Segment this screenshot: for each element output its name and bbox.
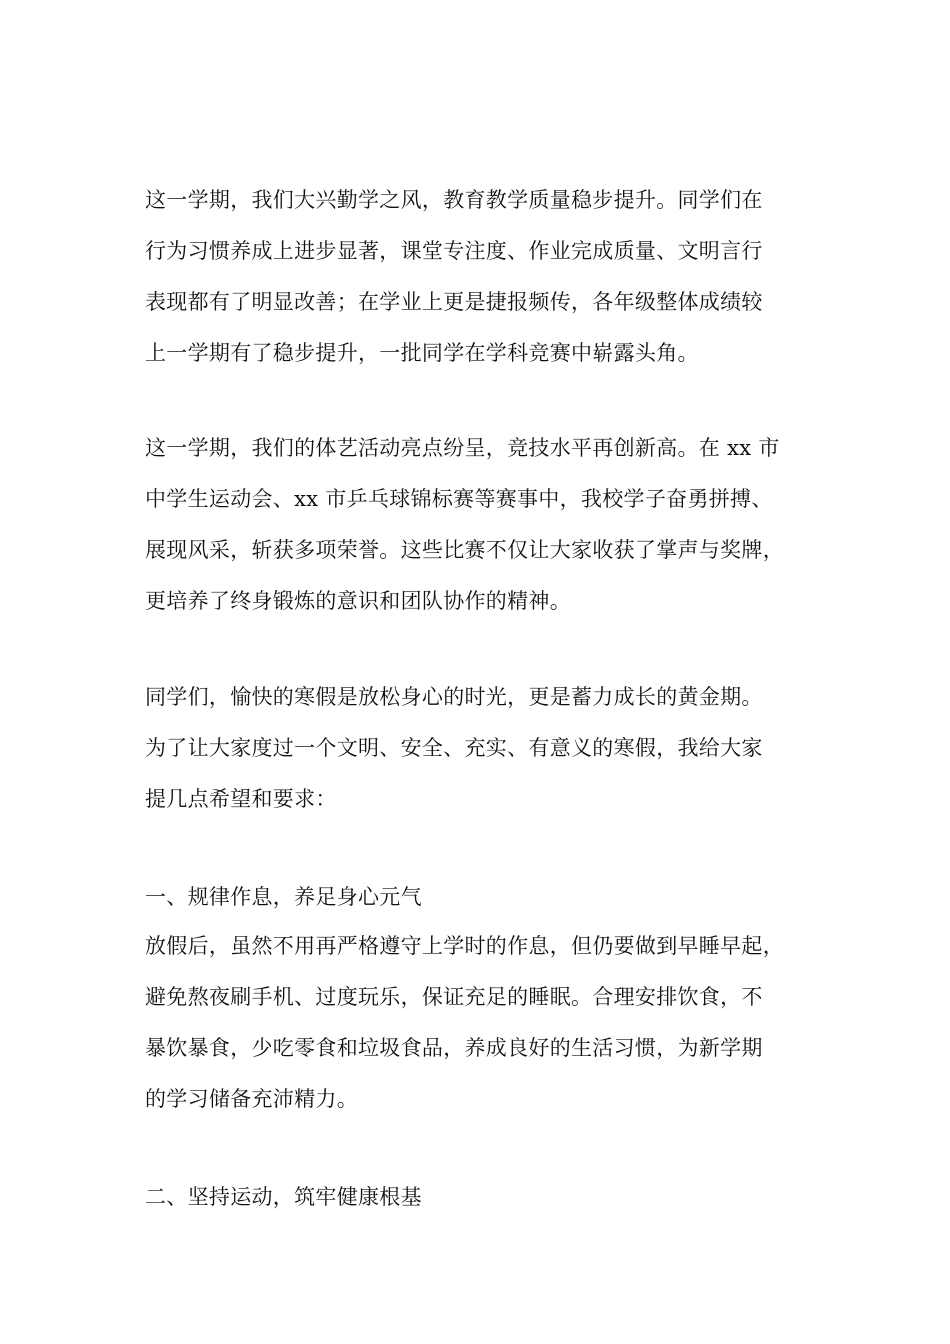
paragraph-2-line-2: 中学生运动会、xx 市乒乓球锦标赛等赛事中，我校学子奋勇拼搏、 — [145, 487, 773, 511]
paragraph-3-line-3: 提几点希望和要求： — [145, 787, 337, 811]
paragraph-2-line-1: 这一学期，我们的体艺活动亮点纷呈，竞技水平再创新高。在 xx 市 — [145, 436, 780, 460]
section-1-line-2: 避免熬夜刷手机、过度玩乐，保证充足的睡眠。合理安排饮食，不 — [145, 985, 763, 1009]
paragraph-1-line-4: 上一学期有了稳步提升，一批同学在学科竞赛中崭露头角。 — [145, 341, 699, 365]
paragraph-1-line-3: 表现都有了明显改善；在学业上更是捷报频传，各年级整体成绩较 — [145, 290, 763, 314]
paragraph-2-line-4: 更培养了终身锻炼的意识和团队协作的精神。 — [145, 589, 571, 613]
paragraph-3-line-1: 同学们，愉快的寒假是放松身心的时光，更是蓄力成长的黄金期。 — [145, 685, 763, 709]
paragraph-3-line-2: 为了让大家度过一个文明、安全、充实、有意义的寒假，我给大家 — [145, 736, 763, 760]
section-1-heading: 一、规律作息，养足身心元气 — [145, 885, 422, 909]
section-1-line-4: 的学习储备充沛精力。 — [145, 1087, 358, 1111]
paragraph-1-line-1: 这一学期，我们大兴勤学之风，教育教学质量稳步提升。同学们在 — [145, 188, 763, 212]
paragraph-2-line-3: 展现风采，斩获多项荣誉。这些比赛不仅让大家收获了掌声与奖牌， — [145, 538, 784, 562]
section-1-line-3: 暴饮暴食，少吃零食和垃圾食品，养成良好的生活习惯，为新学期 — [145, 1036, 763, 1060]
section-1-line-1: 放假后，虽然不用再严格遵守上学时的作息，但仍要做到早睡早起， — [145, 934, 784, 958]
section-2-heading: 二、坚持运动，筑牢健康根基 — [145, 1185, 422, 1209]
paragraph-1-line-2: 行为习惯养成上进步显著，课堂专注度、作业完成质量、文明言行 — [145, 239, 763, 263]
